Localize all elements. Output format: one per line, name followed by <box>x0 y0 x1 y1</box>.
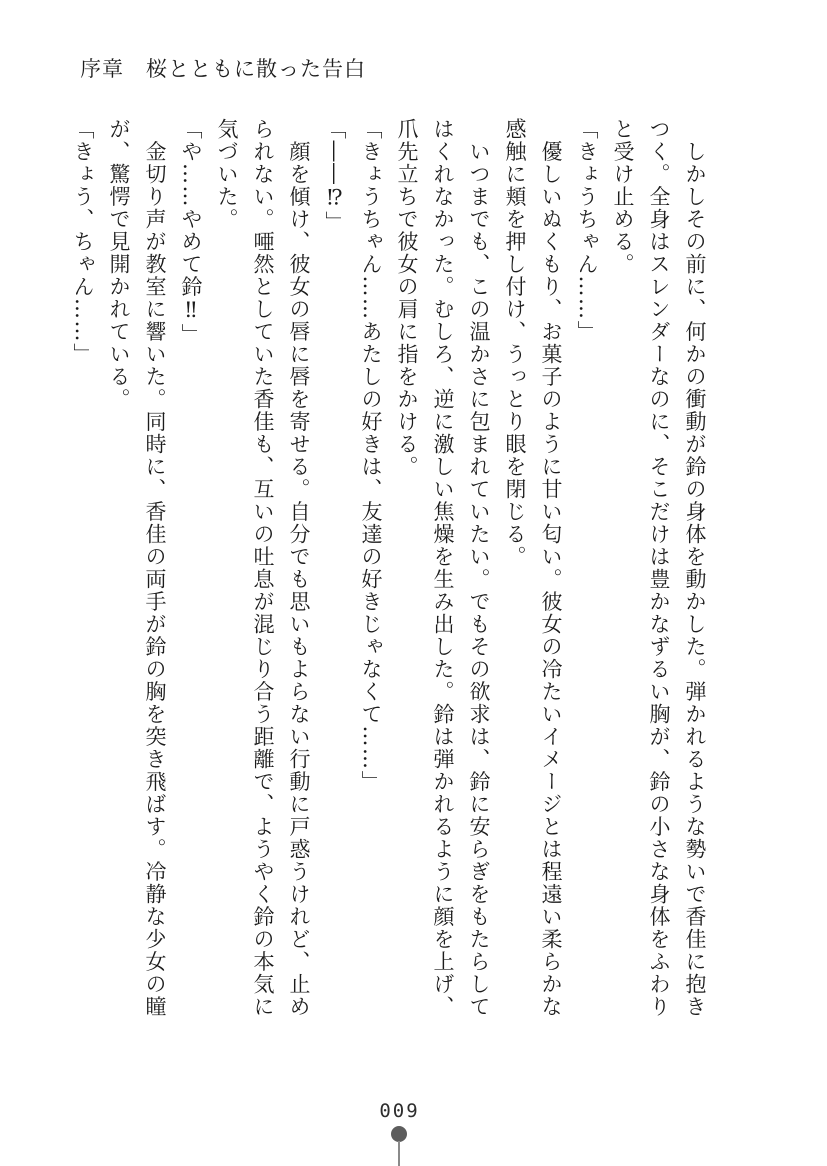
text-line: 気づいた。 <box>215 118 239 231</box>
text-line: 優しいぬくもり、お菓子のように甘い匂い。彼女の冷たいイメージとは程遠い柔らかな <box>539 118 563 1018</box>
page-number: 009 <box>379 1100 420 1122</box>
text-line: が、驚愕で見開かれている。 <box>107 118 131 411</box>
text-line: はくれなかった。むしろ、逆に激しい焦燥を生み出した。鈴は弾かれるように顔を上げ、 <box>431 118 455 1018</box>
text-line-dialogue: 「や……やめて鈴‼」 <box>179 118 203 346</box>
page-pin-icon <box>391 1126 407 1142</box>
text-line: 感触に頬を押し付け、うっとり眼を閉じる。 <box>503 118 527 568</box>
text-line: られない。唖然としていた香佳も、互いの吐息が混じり合う距離で、ようやく鈴の本気に <box>251 118 275 1018</box>
text-line: 爪先立ちで彼女の肩に指をかける。 <box>395 118 419 478</box>
text-line-dialogue: 「きょうちゃん……」 <box>575 118 599 343</box>
page-pin-stem <box>398 1141 400 1166</box>
text-line: と受け止める。 <box>611 118 635 276</box>
body-text <box>65 118 713 1023</box>
text-line: 顔を傾け、彼女の唇に唇を寄せる。自分でも思いもよらない行動に戸惑うけれど、止め <box>287 118 311 1018</box>
text-line-dialogue: 「きょう、ちゃん……」 <box>71 118 95 366</box>
text-line: しかしその前に、何かの衝動が鈴の身体を動かした。弾かれるような勢いで香佳に抱き <box>683 118 707 1018</box>
text-line-dialogue: 「――⁉」 <box>323 118 347 234</box>
text-line: いつまでも、この温かさに包まれていたい。でもその欲求は、鈴に安らぎをもたらして <box>467 118 491 1018</box>
text-line: 金切り声が教室に響いた。同時に、香佳の両手が鈴の胸を突き飛ばす。冷静な少女の瞳 <box>143 118 167 1018</box>
text-line-dialogue: 「きょうちゃん……あたしの好きは、友達の好きじゃなくて……」 <box>359 118 383 793</box>
text-line: つく。全身はスレンダーなのに、そこだけは豊かなずるい胸が、鈴の小さな身体をふわり <box>647 118 671 1018</box>
chapter-header: 序章 桜とともに散った告白 <box>80 57 366 81</box>
